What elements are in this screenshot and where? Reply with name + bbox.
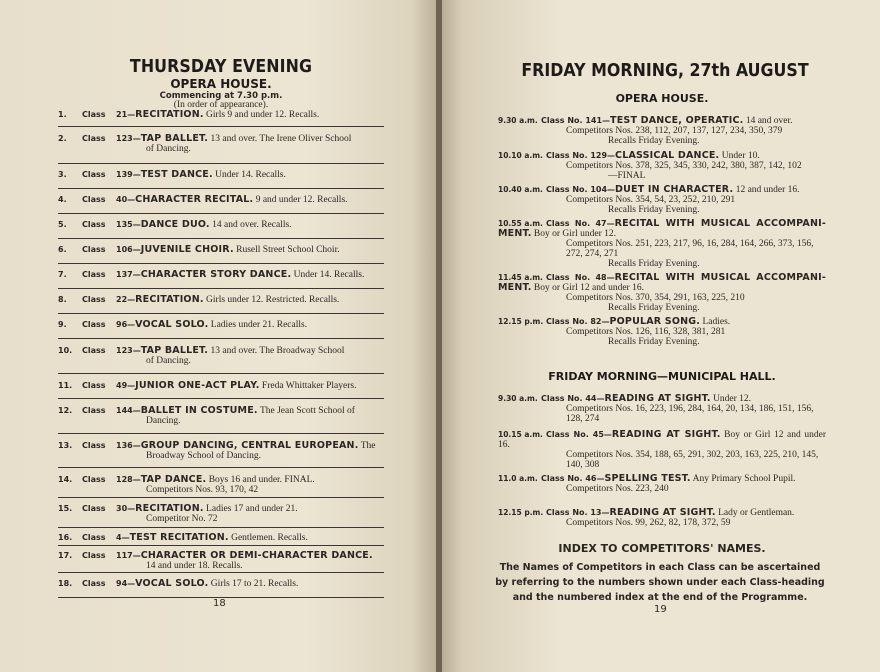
dash: — — [132, 134, 141, 143]
dash: — — [132, 346, 141, 355]
left-venue: OPERA HOUSE. — [170, 77, 272, 91]
row-divider — [58, 467, 384, 468]
left-page-number: 18 — [213, 598, 226, 609]
entry-time: 10.10 a.m. — [498, 151, 543, 160]
item-description: Freda Whittaker Players. — [261, 381, 357, 391]
entry-line: Recalls Friday Evening. — [608, 303, 700, 313]
entry-line: Recalls Friday Evening. — [608, 337, 700, 347]
dash: — — [132, 551, 141, 560]
item-title: JUNIOR ONE-ACT PLAY. — [135, 380, 260, 391]
item-text — [116, 441, 384, 451]
class-label: Class — [82, 406, 106, 415]
programme-item — [58, 220, 384, 230]
class-label: Class — [82, 579, 106, 588]
programme-item — [58, 475, 384, 495]
entry-line: Competitors Nos. 370, 354, 291, 163, 225, 210 — [566, 293, 745, 303]
class-label: Class — [82, 220, 106, 229]
entry-text — [498, 474, 826, 484]
dash: — — [596, 474, 605, 483]
item-title: TAP BALLET. — [140, 345, 209, 356]
class-label: Class — [82, 441, 106, 450]
item-number: 1. — [58, 110, 67, 119]
programme-item — [58, 195, 384, 205]
dash: — — [606, 273, 615, 282]
item-description: 9 and under 12. Recalls. — [255, 195, 348, 205]
right-heading: FRIDAY MORNING, 27th AUGUST — [521, 60, 809, 81]
entry-time: 12.15 p.m. — [498, 317, 544, 326]
opera-house-heading: OPERA HOUSE. — [615, 92, 709, 105]
item-continuation: Competitors Nos. 93, 170, 42 — [146, 485, 259, 495]
programme-item — [58, 320, 384, 330]
entry-text — [498, 185, 826, 195]
entry-line: —FINAL — [608, 171, 646, 181]
item-text — [116, 134, 384, 144]
item-title: JUVENILE CHOIR. — [140, 244, 234, 255]
item-description: Boys 16 and under. FINAL. — [208, 475, 315, 485]
item-number: 5. — [58, 220, 67, 229]
schedule-entry — [498, 317, 826, 347]
item-continuation: Broadway School of Dancing. — [146, 451, 262, 461]
entry-class: Class No. 104 — [546, 185, 608, 194]
entry-line: Competitors Nos. 126, 116, 328, 381, 281 — [566, 327, 726, 337]
dash: — — [132, 245, 141, 254]
entry-description: Ladies. — [702, 317, 731, 327]
index-heading: INDEX TO COMPETITORS' NAMES. — [558, 542, 766, 555]
row-divider — [58, 188, 384, 189]
book-gutter — [436, 0, 442, 672]
dash: — — [132, 220, 141, 229]
row-divider — [58, 288, 384, 289]
entry-class: Class No. 129 — [546, 151, 608, 160]
item-text — [116, 381, 384, 391]
programme-item — [58, 346, 384, 366]
dash: — — [127, 381, 136, 390]
item-title: VOCAL SOLO. — [135, 319, 209, 330]
dash: — — [127, 295, 136, 304]
entry-line: Competitors Nos. 16, 223, 196, 284, 164, 20, 134, 186, 151, 156, 128, 274 — [566, 404, 814, 424]
entry-line: Competitors Nos. 251, 223, 217, 96, 16, 284, 164, 266, 373, 156, 272, 274, 271 — [566, 239, 814, 259]
row-divider — [58, 213, 384, 214]
entry-line: Competitors Nos. 223, 240 — [566, 484, 669, 494]
class-label: Class — [82, 134, 106, 143]
entry-description: Boy or Girl under 12. — [533, 229, 616, 239]
item-description: The Jean Scott School of — [259, 406, 355, 416]
item-title: VOCAL SOLO. — [135, 578, 209, 589]
dash: — — [132, 441, 141, 450]
item-title: CHARACTER OR DEMI-CHARACTER DANCE. — [140, 550, 373, 561]
entry-class: Class No. 13 — [546, 508, 602, 517]
dash: — — [132, 475, 141, 484]
item-description: Girls 9 and under 12. Recalls. — [206, 110, 320, 120]
programme-item — [58, 270, 384, 280]
item-description: Rusell Street School Choir. — [236, 245, 340, 255]
entry-text — [498, 116, 826, 126]
item-title: CHARACTER STORY DANCE. — [140, 269, 292, 280]
item-title: RECITATION. — [135, 109, 204, 120]
entry-description: Under 10. — [721, 151, 760, 161]
item-number: 4. — [58, 195, 67, 204]
item-description: Under 14. Recalls. — [293, 270, 365, 280]
item-number: 2. — [58, 134, 67, 143]
programme-item — [58, 381, 384, 391]
entry-description: Under 12. — [713, 394, 752, 404]
entry-title: POPULAR SONG. — [609, 316, 701, 327]
schedule-entry — [498, 508, 826, 528]
class-number: 106 — [116, 245, 133, 254]
item-number: 7. — [58, 270, 67, 279]
entry-class: Class No. 44 — [541, 394, 597, 403]
item-description: Girls 17 to 21. Recalls. — [210, 579, 299, 589]
class-number: 123 — [116, 134, 133, 143]
item-number: 17. — [58, 551, 73, 560]
entry-line: Recalls Friday Evening. — [608, 136, 700, 146]
class-number: 144 — [116, 406, 133, 415]
item-number: 11. — [58, 381, 73, 390]
class-number: 49 — [116, 381, 128, 390]
item-description: Ladies 17 and under 21. — [206, 504, 298, 514]
class-label: Class — [82, 504, 106, 513]
item-text — [116, 551, 384, 561]
class-number: 139 — [116, 170, 133, 179]
item-description: Girls under 12. Restricted. Recalls. — [206, 295, 340, 305]
left-order-note: (In order of appearance). — [173, 100, 269, 110]
row-divider — [58, 572, 384, 573]
class-label: Class — [82, 110, 106, 119]
item-title: TEST DANCE. — [140, 169, 213, 180]
item-text — [116, 170, 384, 180]
class-label: Class — [82, 475, 106, 484]
item-title: BALLET IN COSTUME. — [140, 405, 258, 416]
entry-time: 10.15 a.m. — [498, 430, 543, 439]
item-number: 13. — [58, 441, 73, 450]
class-number: 135 — [116, 220, 133, 229]
schedule-entry — [498, 430, 826, 470]
dash: — — [603, 430, 612, 439]
row-divider — [58, 163, 384, 164]
item-continuation: Dancing. — [146, 416, 181, 426]
programme-item — [58, 441, 384, 461]
programme-item — [58, 406, 384, 426]
item-description: 13 and over. The Irene Oliver School — [210, 134, 352, 144]
item-number: 10. — [58, 346, 73, 355]
entry-description: 14 and over. — [745, 116, 793, 126]
schedule-entry — [498, 394, 826, 424]
entry-description: 12 and under 16. — [735, 185, 800, 195]
class-number: 136 — [116, 441, 133, 450]
programme-item — [58, 504, 384, 524]
item-number: 16. — [58, 533, 73, 542]
schedule-entry — [498, 474, 826, 494]
class-label: Class — [82, 551, 106, 560]
item-number: 9. — [58, 320, 67, 329]
dash: — — [132, 170, 141, 179]
dash: — — [132, 406, 141, 415]
item-number: 12. — [58, 406, 73, 415]
municipal-hall-heading: FRIDAY MORNING—MUNICIPAL HALL. — [548, 370, 776, 383]
class-label: Class — [82, 195, 106, 204]
entry-line: Competitors Nos. 99, 262, 82, 178, 372, 59 — [566, 518, 731, 528]
item-text — [116, 220, 384, 230]
programme-item — [58, 110, 384, 120]
dash: — — [132, 270, 141, 279]
row-divider — [58, 238, 384, 239]
class-number: 137 — [116, 270, 133, 279]
item-title: RECITATION. — [135, 294, 204, 305]
entry-description: Any Primary School Pupil. — [692, 474, 796, 484]
dash: — — [601, 317, 610, 326]
entry-description: Boy or Girl 12 and under 16. — [533, 283, 644, 293]
item-text — [116, 195, 384, 205]
item-title: TAP DANCE. — [140, 474, 207, 485]
item-number: 14. — [58, 475, 73, 484]
item-continuation: of Dancing. — [146, 144, 191, 154]
entry-time: 9.30 a.m. — [498, 116, 538, 125]
entry-text — [498, 317, 826, 327]
entry-time: 11.45 a.m. — [498, 273, 543, 282]
class-label: Class — [82, 295, 106, 304]
row-divider — [58, 433, 384, 434]
entry-time: 10.40 a.m. — [498, 185, 543, 194]
class-label: Class — [82, 533, 106, 542]
item-continuation: Competitor No. 72 — [146, 514, 218, 524]
item-description: The — [360, 441, 376, 451]
item-number: 3. — [58, 170, 67, 179]
entry-title: READING AT SIGHT. — [604, 393, 711, 404]
entry-text — [498, 219, 826, 239]
entry-line: Competitors Nos. 378, 325, 345, 330, 242, 380, 387, 142, 102 — [566, 161, 802, 171]
item-number: 8. — [58, 295, 67, 304]
entry-line: Competitors Nos. 238, 112, 207, 137, 127, 234, 350, 379 — [566, 126, 783, 136]
entry-text — [498, 394, 826, 404]
class-label: Class — [82, 170, 106, 179]
entry-time: 11.0 a.m. — [498, 474, 538, 483]
item-text — [116, 110, 384, 120]
entry-title: RECITAL WITH MUSICAL ACCOMPANI-MENT. — [498, 218, 826, 239]
dash: — — [602, 116, 611, 125]
programme-item — [58, 551, 384, 571]
programme-item — [58, 245, 384, 255]
item-title: CHARACTER RECITAL. — [135, 194, 254, 205]
entry-class: Class No. 45 — [546, 430, 604, 439]
entry-title: READING AT SIGHT. — [611, 429, 721, 440]
dash: — — [596, 394, 605, 403]
class-label: Class — [82, 245, 106, 254]
dash: — — [606, 219, 615, 228]
entry-time: 12.15 p.m. — [498, 508, 544, 517]
item-description: 14 and over. Recalls. — [212, 220, 292, 230]
entry-class: Class No. 82 — [546, 317, 602, 326]
entry-description: Boy or Girl 12 and under 16. — [498, 430, 826, 450]
class-label: Class — [82, 346, 106, 355]
dash: — — [127, 320, 136, 329]
entry-text — [498, 508, 826, 518]
entry-title: RECITAL WITH MUSICAL ACCOMPANI-MENT. — [498, 272, 826, 293]
entry-text — [498, 151, 826, 161]
entry-title: CLASSICAL DANCE. — [615, 150, 720, 161]
item-number: 6. — [58, 245, 67, 254]
row-divider — [58, 313, 384, 314]
item-text — [116, 475, 384, 485]
class-number: 22 — [116, 295, 128, 304]
dash: — — [601, 508, 610, 517]
class-number: 128 — [116, 475, 133, 484]
item-title: GROUP DANCING, CENTRAL EUROPEAN. — [140, 440, 359, 451]
dash: — — [127, 579, 136, 588]
entry-class: Class No. 47 — [546, 219, 607, 228]
row-divider — [58, 338, 384, 339]
index-text: The Names of Competitors in each Class can be ascertained by referring to the numbers shown under each Class-heading and the numbered index at the end of the Programme. — [495, 562, 825, 603]
dash: — — [121, 533, 130, 542]
item-title: DANCE DUO. — [140, 219, 210, 230]
class-number: 117 — [116, 551, 133, 560]
entry-title: READING AT SIGHT. — [609, 507, 716, 518]
programme-item — [58, 533, 384, 543]
item-title: TAP BALLET. — [140, 133, 209, 144]
row-divider — [58, 497, 384, 498]
entry-text — [498, 273, 826, 293]
class-label: Class — [82, 270, 106, 279]
entry-class: Class No. 141 — [541, 116, 603, 125]
item-description: 13 and over. The Broadway School — [210, 346, 345, 356]
row-divider — [58, 263, 384, 264]
entry-description: Lady or Gentleman. — [718, 508, 795, 518]
item-text — [116, 270, 384, 280]
entry-title: SPELLING TEST. — [604, 473, 691, 484]
dash: — — [607, 185, 616, 194]
entry-line: Recalls Friday Evening. — [608, 259, 700, 269]
entry-time: 9.30 a.m. — [498, 394, 538, 403]
row-divider — [58, 527, 384, 528]
programme-item — [58, 579, 384, 589]
class-number: 4 — [116, 533, 122, 542]
item-text — [116, 406, 384, 416]
item-description: Under 14. Recalls. — [215, 170, 286, 180]
dash: — — [127, 110, 136, 119]
schedule-entry — [498, 185, 826, 215]
programme-item — [58, 295, 384, 305]
row-divider — [58, 545, 384, 546]
class-number: 40 — [116, 195, 128, 204]
item-description: Gentlemen. Recalls. — [231, 533, 308, 543]
item-number: 15. — [58, 504, 73, 513]
class-label: Class — [82, 381, 106, 390]
row-divider — [58, 398, 384, 399]
item-continuation: of Dancing. — [146, 356, 191, 366]
entry-class: Class No. 48 — [546, 273, 607, 282]
dash: — — [607, 151, 616, 160]
row-divider — [58, 126, 384, 127]
item-description: Ladies under 21. Recalls. — [210, 320, 308, 330]
item-text — [116, 245, 384, 255]
class-number: 21 — [116, 110, 128, 119]
item-title: RECITATION. — [135, 503, 204, 514]
left-time: Commencing at 7.30 p.m. — [159, 91, 283, 101]
schedule-entry — [498, 151, 826, 181]
class-number: 123 — [116, 346, 133, 355]
item-text — [116, 295, 384, 305]
programme-item — [58, 170, 384, 180]
item-continuation: 14 and under 18. Recalls. — [146, 561, 243, 571]
row-divider — [58, 373, 384, 374]
entry-line: Recalls Friday Evening. — [608, 205, 700, 215]
item-number: 18. — [58, 579, 73, 588]
schedule-entry — [498, 219, 826, 269]
item-text — [116, 579, 384, 589]
entry-line: Competitors Nos. 354, 188, 65, 291, 302, 203, 163, 225, 210, 145, 140, 308 — [566, 450, 819, 470]
class-number: 30 — [116, 504, 128, 513]
item-text — [116, 346, 384, 356]
entry-text — [498, 430, 826, 450]
item-text — [116, 504, 384, 514]
entry-time: 10.55 a.m. — [498, 219, 543, 228]
entry-class: Class No. 46 — [541, 474, 597, 483]
class-number: 96 — [116, 320, 128, 329]
right-page-number: 19 — [654, 604, 667, 615]
item-text — [116, 533, 384, 543]
class-label: Class — [82, 320, 106, 329]
item-title: TEST RECITATION. — [129, 532, 229, 543]
class-number: 94 — [116, 579, 128, 588]
entry-title: TEST DANCE, OPERATIC. — [610, 115, 744, 126]
dash: — — [127, 195, 136, 204]
schedule-entry — [498, 116, 826, 146]
left-heading: THURSDAY EVENING — [129, 56, 313, 77]
item-text — [116, 320, 384, 330]
entry-line: Competitors Nos. 354, 54, 23, 252, 210, 291 — [566, 195, 736, 205]
entry-title: DUET IN CHARACTER. — [615, 184, 734, 195]
dash: — — [127, 504, 136, 513]
schedule-entry — [498, 273, 826, 313]
programme-item — [58, 134, 384, 154]
